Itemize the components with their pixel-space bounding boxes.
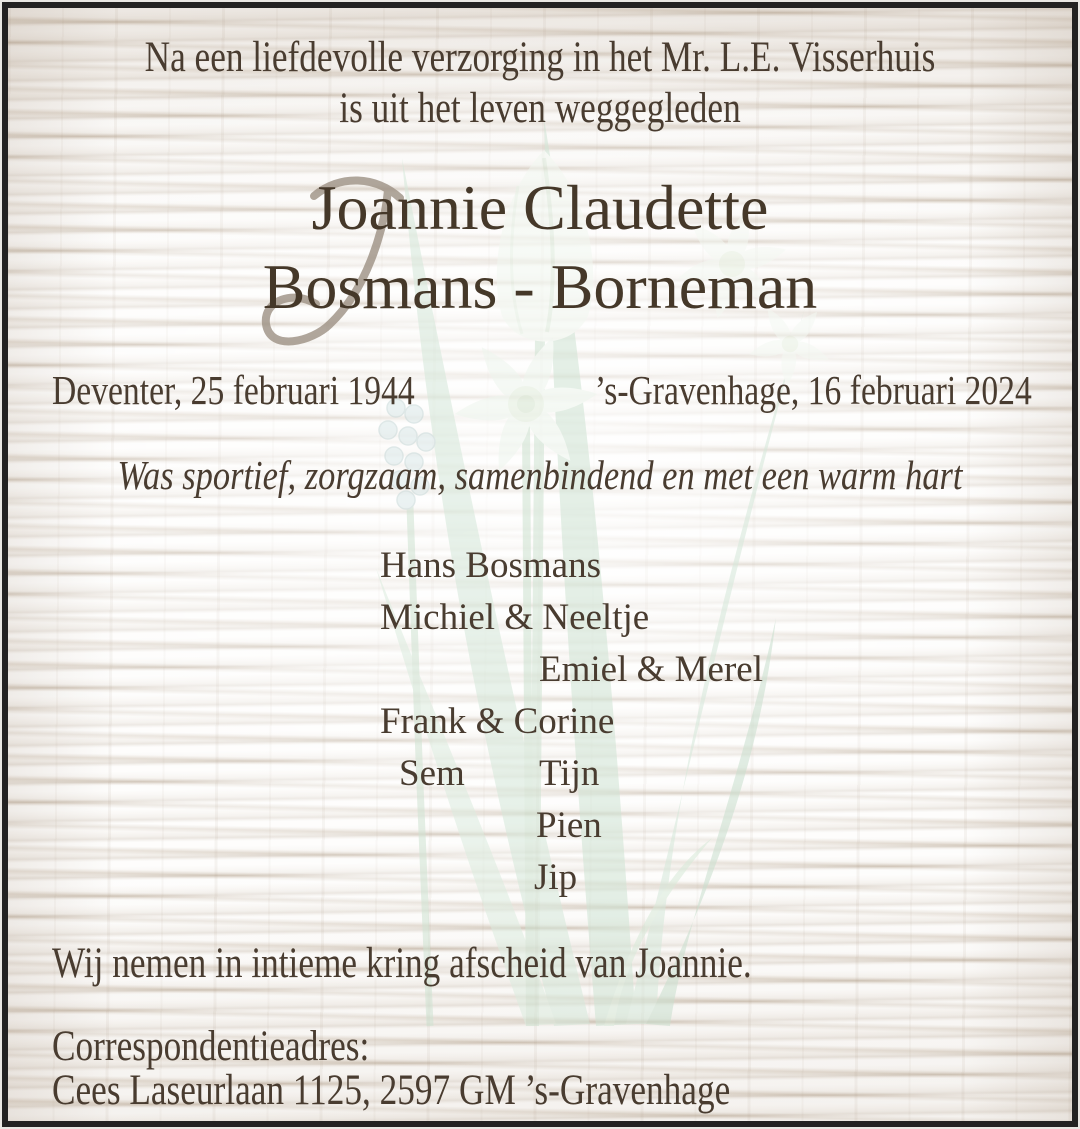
deceased-first-names: Joannie Claudette — [311, 172, 769, 243]
family-member-name: Frank & Corine — [380, 701, 615, 742]
death-place-date: ’s-Gravenhage, 16 februari 2024 — [595, 367, 1032, 413]
family-member-name: Jip — [534, 857, 578, 898]
deceased-family-names: Bosmans - Borneman — [262, 251, 818, 322]
deceased-name — [8, 168, 1072, 326]
intro-text — [104, 32, 976, 134]
family-member-name: Hans Bosmans — [380, 545, 601, 586]
family-member-name: Sem — [399, 753, 465, 794]
address-label: Correspondentieadres: — [52, 1023, 370, 1070]
intro-line-2: is uit het leven weggegleden — [339, 85, 741, 132]
address-line: Cees Laseurlaan 1125, 2597 GM ’s-Gravenhage — [52, 1067, 731, 1114]
birth-place-date: Deventer, 25 februari 1944 — [52, 367, 415, 413]
announcement-card — [2, 2, 1078, 1127]
closing-line: Wij nemen in intieme kring afscheid van Joannie. — [52, 940, 752, 987]
family-member-name: Emiel & Merel — [539, 649, 763, 690]
tribute-line: Was sportief, zorgzaam, samenbindend en met een warm hart — [117, 452, 963, 498]
family-member-name: Tijn — [539, 753, 600, 794]
family-member-name: Pien — [536, 805, 602, 846]
intro-line-1: Na een liefdevolle verzorging in het Mr. L.E. Visserhuis — [144, 34, 936, 81]
family-member-name: Michiel & Neeltje — [380, 597, 650, 638]
